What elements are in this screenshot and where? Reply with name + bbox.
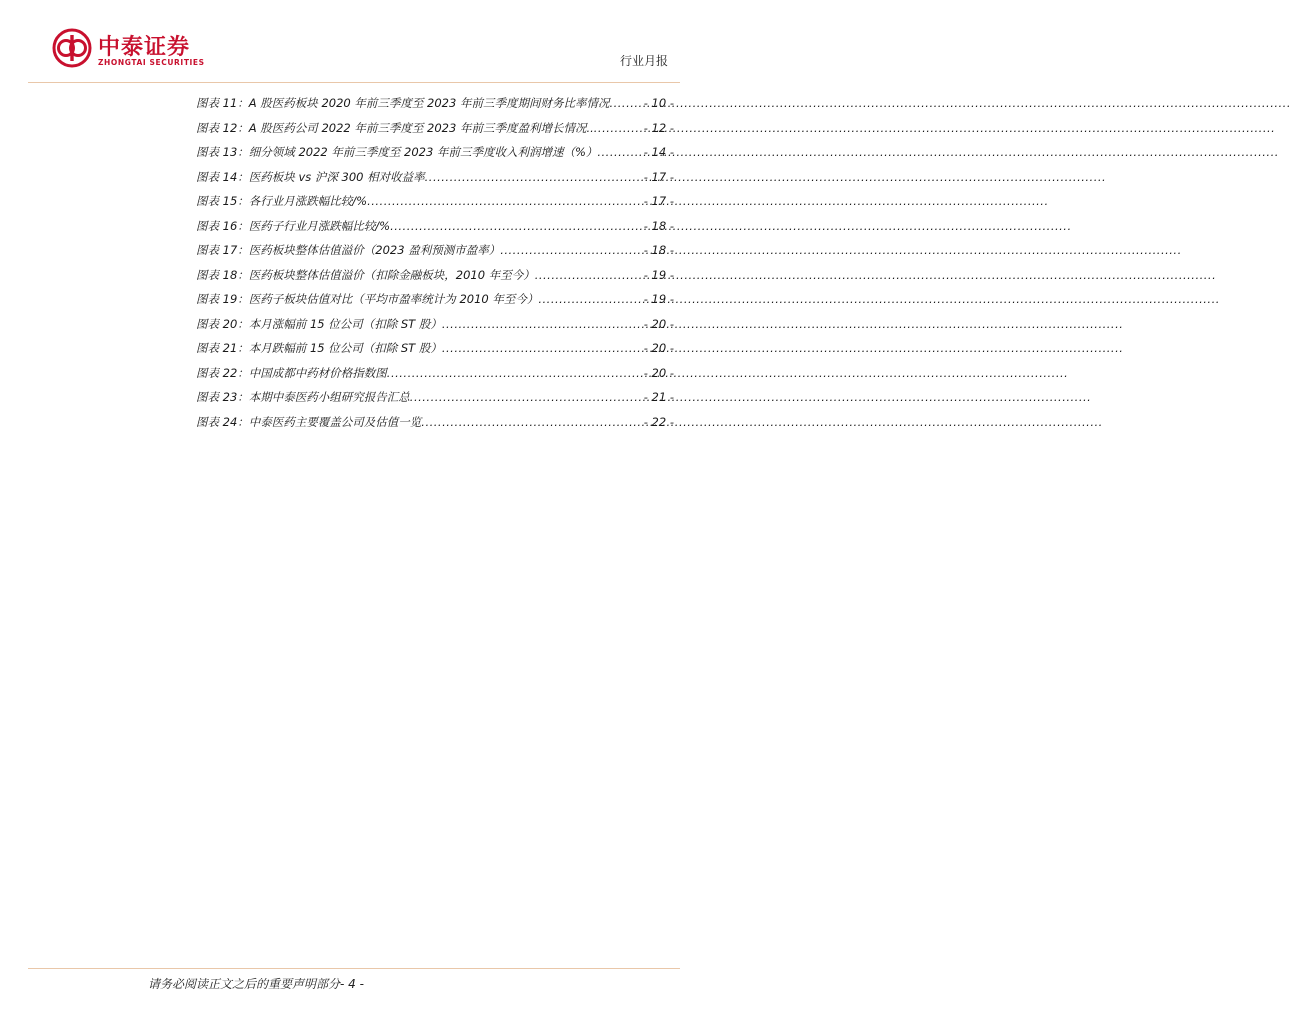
toc-entry-page: - 17 - <box>643 169 674 184</box>
toc-entry-page: - 21 - <box>643 390 674 404</box>
toc-dot-leader <box>597 145 643 159</box>
toc-entry-page: - 18 - <box>643 243 674 257</box>
toc-entry-page: - 22 - <box>643 414 674 429</box>
toc-entry[interactable] <box>196 120 674 145</box>
toc-dot-leader <box>538 292 643 306</box>
header-divider <box>28 82 680 83</box>
toc-entry-page: - 20 - <box>643 365 674 380</box>
page-footer <box>148 975 364 992</box>
table-of-figures <box>196 95 674 438</box>
toc-dot-leader <box>442 341 644 355</box>
toc-entry[interactable] <box>196 169 674 194</box>
report-type: 行业月报 <box>619 54 668 68</box>
toc-entry-title: 图表 15：各行业月涨跌幅比较/% <box>196 194 368 208</box>
company-name-cn: 中泰证券 <box>98 35 191 60</box>
toc-entry[interactable] <box>196 95 674 120</box>
toc-entry[interactable] <box>196 193 674 218</box>
toc-dot-leader <box>421 415 643 429</box>
toc-entry[interactable] <box>196 218 674 243</box>
toc-entry-page: - 14 - <box>643 145 674 159</box>
toc-entry-page: - 20 - <box>643 341 674 355</box>
company-logo <box>52 28 222 72</box>
toc-entry-title: 图表 19：医药子板块估值对比（平均市盈率统计为 2010 年至今） <box>196 292 539 306</box>
toc-entry-page: - 12 - <box>643 120 674 135</box>
zhongtai-logo-icon <box>52 28 92 68</box>
toc-entry-title: 图表 18：医药板块整体估值溢价（扣除金融板块，2010 年至今） <box>196 267 535 282</box>
toc-entry[interactable] <box>196 389 674 414</box>
toc-entry-title: 图表 22：中国成都中药材价格指数图 <box>196 365 387 380</box>
toc-dot-leader <box>535 268 644 282</box>
toc-entry-title: 图表 23：本期中泰医药小组研究报告汇总 <box>196 390 410 404</box>
toc-entry-page: - 10 - <box>643 96 674 110</box>
toc-entry[interactable] <box>196 291 674 316</box>
toc-entry-page: - 20 - <box>643 316 674 331</box>
toc-dot-leader <box>500 243 644 257</box>
footer-disclaimer: 请务必阅读正文之后的重要声明部分 <box>148 977 341 991</box>
toc-entry[interactable] <box>196 414 674 439</box>
toc-dot-leader <box>390 219 644 233</box>
toc-entry-title: 图表 20：本月涨幅前 15 位公司（扣除 ST 股） <box>196 316 442 331</box>
toc-entry-title: 图表 11：A 股医药板块 2020 年前三季度至 2023 年前三季度期间财务比率情况 <box>196 96 610 110</box>
toc-entry-title: 图表 14：医药板块 vs 沪深 300 相对收益率 <box>196 169 425 184</box>
toc-entry-title: 图表 24：中泰医药主要覆盖公司及估值一览 <box>196 414 422 429</box>
toc-entry-title: 图表 16：医药子行业月涨跌幅比较/% <box>196 218 391 233</box>
footer-divider <box>28 968 680 969</box>
toc-dot-leader <box>410 390 644 404</box>
toc-entry-page: - 19 - <box>643 292 674 306</box>
toc-entry-title: 图表 13：细分领域 2022 年前三季度至 2023 年前三季度收入利润增速（%） <box>196 145 598 159</box>
toc-entry[interactable] <box>196 316 674 341</box>
toc-dot-leader <box>609 96 643 110</box>
company-name-en: ZHONGTAI SECURITIES <box>98 58 205 67</box>
toc-dot-leader <box>387 366 644 380</box>
toc-dot-leader <box>367 194 644 208</box>
toc-entry-title: 图表 21：本月跌幅前 15 位公司（扣除 ST 股） <box>196 341 442 355</box>
footer-page-number: - 4 - <box>340 977 364 991</box>
toc-dot-leader <box>594 121 644 135</box>
toc-entry-page: - 19 - <box>643 267 674 282</box>
toc-entry-page: - 17 - <box>643 194 674 208</box>
toc-entry-title: 图表 17：医药板块整体估值溢价（2023 盈利预测市盈率） <box>196 243 501 257</box>
toc-dot-leader <box>442 317 644 331</box>
toc-entry-page: - 18 - <box>643 218 674 233</box>
toc-entry[interactable] <box>196 144 674 169</box>
toc-entry[interactable] <box>196 365 674 390</box>
toc-dot-leader <box>425 170 644 184</box>
toc-entry[interactable] <box>196 242 674 267</box>
toc-entry[interactable] <box>196 267 674 292</box>
toc-entry-title: 图表 12：A 股医药公司 2022 年前三季度至 2023 年前三季度盈利增长情况.. <box>196 120 594 135</box>
toc-entry[interactable] <box>196 340 674 365</box>
